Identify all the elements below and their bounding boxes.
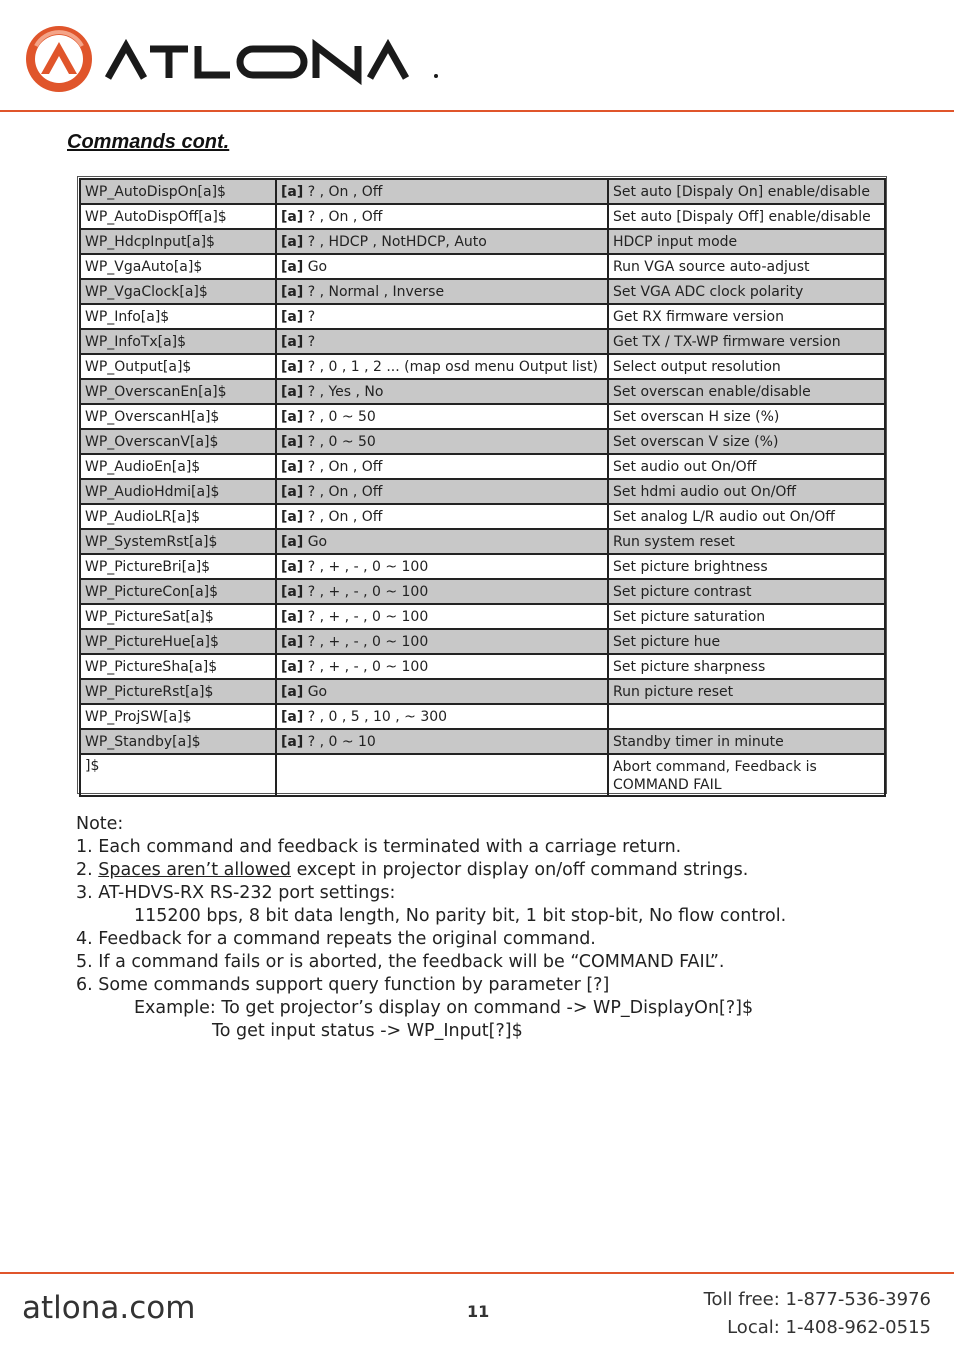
description-line: Abort command, Feedback is	[613, 759, 817, 775]
local-number: Local: 1-408-962-0515	[727, 1317, 931, 1338]
param-prefix: [a]	[281, 708, 304, 725]
note-number: 2.	[76, 860, 99, 880]
description-cell: Set auto [Dispaly Off] enable/disable	[608, 204, 885, 229]
command-cell: WP_Standby[a]$	[80, 729, 276, 754]
note-item: 4. Feedback for a command repeats the original command.	[76, 929, 596, 949]
footer-site: atlona.com	[22, 1290, 196, 1326]
command-cell: WP_AudioEn[a]$	[80, 454, 276, 479]
description-cell: Set analog L/R audio out On/Off	[608, 504, 885, 529]
description-cell: Standby timer in minute	[608, 729, 885, 754]
command-cell: WP_VgaAuto[a]$	[80, 254, 276, 279]
command-cell: WP_PictureRst[a]$	[80, 679, 276, 704]
param-prefix: [a]	[281, 258, 304, 275]
param-value: ?	[307, 333, 316, 350]
param-cell	[276, 404, 608, 429]
command-cell: ]$	[80, 754, 276, 796]
description-line: COMMAND FAIL	[613, 777, 722, 793]
description-cell: Set picture brightness	[608, 554, 885, 579]
command-cell: WP_PictureCon[a]$	[80, 579, 276, 604]
header-rule	[0, 110, 954, 112]
param-value: ? , 0 ~ 10	[307, 733, 376, 750]
note-item: 6. Some commands support query function by parameter [?]	[76, 975, 610, 995]
param-cell	[276, 654, 608, 679]
description-cell: Get RX firmware version	[608, 304, 885, 329]
command-cell: WP_Info[a]$	[80, 304, 276, 329]
param-cell	[276, 504, 608, 529]
command-cell: WP_Output[a]$	[80, 354, 276, 379]
param-cell	[276, 604, 608, 629]
param-cell	[276, 579, 608, 604]
param-prefix: [a]	[281, 483, 304, 500]
param-cell	[276, 429, 608, 454]
param-prefix: [a]	[281, 583, 304, 600]
param-value: Go	[307, 683, 328, 700]
param-cell	[276, 529, 608, 554]
description-cell: Set picture saturation	[608, 604, 885, 629]
table-row	[80, 204, 885, 229]
param-value: ? , Yes , No	[307, 383, 384, 400]
description-cell: Run VGA source auto-adjust	[608, 254, 885, 279]
description-cell: Run system reset	[608, 529, 885, 554]
description-cell: Get TX / TX-WP firmware version	[608, 329, 885, 354]
table-row	[80, 429, 885, 454]
param-prefix: [a]	[281, 183, 304, 200]
note-item: 1. Each command and feedback is terminated with a carriage return.	[76, 837, 682, 857]
param-prefix: [a]	[281, 358, 304, 375]
toll-free-number: Toll free: 1-877-536-3976	[703, 1289, 931, 1310]
description-cell: Set overscan H size (%)	[608, 404, 885, 429]
description-cell: Set overscan enable/disable	[608, 379, 885, 404]
table-row	[80, 579, 885, 604]
param-value: ? , On , Off	[307, 208, 383, 225]
param-prefix: [a]	[281, 533, 304, 550]
param-cell	[276, 279, 608, 304]
description-cell: Select output resolution	[608, 354, 885, 379]
param-value: Go	[307, 258, 328, 275]
atlona-logo	[22, 22, 452, 96]
table-row	[80, 179, 885, 204]
table-row	[80, 254, 885, 279]
description-cell: Set picture contrast	[608, 579, 885, 604]
notes-heading: Note:	[76, 814, 124, 834]
note-item: 5. If a command fails or is aborted, the feedback will be “COMMAND FAIL”.	[76, 952, 725, 972]
param-value: ? , On , Off	[307, 483, 383, 500]
command-cell: WP_AudioHdmi[a]$	[80, 479, 276, 504]
param-prefix: [a]	[281, 608, 304, 625]
command-cell: WP_OverscanH[a]$	[80, 404, 276, 429]
param-prefix: [a]	[281, 458, 304, 475]
section-title: Commands cont.	[67, 131, 230, 153]
param-value: ? , Normal , Inverse	[307, 283, 445, 300]
param-prefix: [a]	[281, 233, 304, 250]
logo-wordmark	[108, 46, 406, 78]
description-cell: Run picture reset	[608, 679, 885, 704]
description-cell: Set picture sharpness	[608, 654, 885, 679]
param-prefix: [a]	[281, 633, 304, 650]
param-value: ? , On , Off	[307, 508, 383, 525]
description-cell: Set overscan V size (%)	[608, 429, 885, 454]
command-cell: WP_ProjSW[a]$	[80, 704, 276, 729]
description-cell	[608, 704, 885, 729]
table-row	[80, 229, 885, 254]
description-cell: Set audio out On/Off	[608, 454, 885, 479]
footer-rule	[0, 1272, 954, 1274]
command-cell: WP_AudioLR[a]$	[80, 504, 276, 529]
note-underlined-text: Spaces aren’t allowed	[98, 860, 291, 880]
table-row	[80, 704, 885, 729]
table-row	[80, 304, 885, 329]
table-row	[80, 729, 885, 754]
table-row	[80, 529, 885, 554]
command-cell: WP_PictureSat[a]$	[80, 604, 276, 629]
param-cell	[276, 679, 608, 704]
note-example: To get input status -> WP_Input[?]$	[212, 1021, 523, 1041]
command-cell: WP_AutoDispOn[a]$	[80, 179, 276, 204]
param-cell	[276, 329, 608, 354]
param-value: ? , On , Off	[307, 183, 383, 200]
param-cell	[276, 754, 608, 796]
param-cell	[276, 204, 608, 229]
note-text: except in projector display on/off command strings.	[291, 860, 749, 880]
param-prefix: [a]	[281, 408, 304, 425]
description-cell: Set auto [Dispaly On] enable/disable	[608, 179, 885, 204]
table-row	[80, 404, 885, 429]
param-prefix: [a]	[281, 683, 304, 700]
param-prefix: [a]	[281, 208, 304, 225]
command-cell: WP_PictureHue[a]$	[80, 629, 276, 654]
command-cell: WP_AutoDispOff[a]$	[80, 204, 276, 229]
command-cell: WP_InfoTx[a]$	[80, 329, 276, 354]
param-value: ? , + , - , 0 ~ 100	[307, 633, 429, 650]
table-row	[80, 504, 885, 529]
param-value: ? , + , - , 0 ~ 100	[307, 658, 429, 675]
command-cell: WP_PictureBri[a]$	[80, 554, 276, 579]
note-item	[76, 859, 786, 882]
param-value: ? , 0 , 1 , 2 ... (map osd menu Output list)	[307, 358, 598, 375]
table-row	[80, 629, 885, 654]
param-prefix: [a]	[281, 558, 304, 575]
param-value: Go	[307, 533, 328, 550]
table-row	[80, 379, 885, 404]
description-cell: HDCP input mode	[608, 229, 885, 254]
table-row	[80, 604, 885, 629]
param-cell	[276, 379, 608, 404]
param-cell	[276, 179, 608, 204]
table-row	[80, 279, 885, 304]
param-prefix: [a]	[281, 433, 304, 450]
param-value: ? , 0 ~ 50	[307, 433, 376, 450]
table-row	[80, 354, 885, 379]
param-value: ? , HDCP , NotHDCP, Auto	[307, 233, 487, 250]
description-cell	[608, 754, 885, 796]
note-item: 3. AT-HDVS-RX RS-232 port settings:	[76, 883, 396, 903]
footer-contact	[704, 1286, 931, 1342]
table-row	[80, 554, 885, 579]
param-cell	[276, 354, 608, 379]
param-cell	[276, 304, 608, 329]
param-cell	[276, 454, 608, 479]
param-prefix: [a]	[281, 658, 304, 675]
description-cell: Set hdmi audio out On/Off	[608, 479, 885, 504]
commands-table	[77, 176, 887, 794]
note-detail: 115200 bps, 8 bit data length, No parity bit, 1 bit stop-bit, No flow control.	[134, 906, 787, 926]
description-cell: Set picture hue	[608, 629, 885, 654]
param-cell	[276, 704, 608, 729]
table-row	[80, 679, 885, 704]
param-value: ? , On , Off	[307, 458, 383, 475]
table-row	[80, 479, 885, 504]
description-cell: Set VGA ADC clock polarity	[608, 279, 885, 304]
command-cell: WP_OverscanV[a]$	[80, 429, 276, 454]
param-value: ? , 0 ~ 50	[307, 408, 376, 425]
param-value: ? , + , - , 0 ~ 100	[307, 583, 429, 600]
page-number: 11	[467, 1302, 490, 1321]
param-prefix: [a]	[281, 283, 304, 300]
param-cell	[276, 479, 608, 504]
param-cell	[276, 629, 608, 654]
table-row-abort	[80, 754, 885, 796]
notes	[76, 813, 786, 1043]
param-prefix: [a]	[281, 383, 304, 400]
table-row	[80, 329, 885, 354]
command-cell: WP_PictureSha[a]$	[80, 654, 276, 679]
logo-mark-icon	[26, 26, 92, 92]
param-cell	[276, 254, 608, 279]
table-row	[80, 454, 885, 479]
param-prefix: [a]	[281, 308, 304, 325]
command-cell: WP_OverscanEn[a]$	[80, 379, 276, 404]
param-cell	[276, 729, 608, 754]
param-value: ? , + , - , 0 ~ 100	[307, 608, 429, 625]
param-prefix: [a]	[281, 333, 304, 350]
param-prefix: [a]	[281, 733, 304, 750]
param-value: ? , + , - , 0 ~ 100	[307, 558, 429, 575]
table-row	[80, 654, 885, 679]
command-cell: WP_HdcpInput[a]$	[80, 229, 276, 254]
command-cell: WP_VgaClock[a]$	[80, 279, 276, 304]
param-value: ?	[307, 308, 316, 325]
param-value: ? , 0 , 5 , 10 , ~ 300	[307, 708, 448, 725]
param-cell	[276, 229, 608, 254]
param-prefix: [a]	[281, 508, 304, 525]
param-cell	[276, 554, 608, 579]
command-cell: WP_SystemRst[a]$	[80, 529, 276, 554]
note-example: Example: To get projector’s display on command -> WP_DisplayOn[?]$	[134, 998, 754, 1018]
